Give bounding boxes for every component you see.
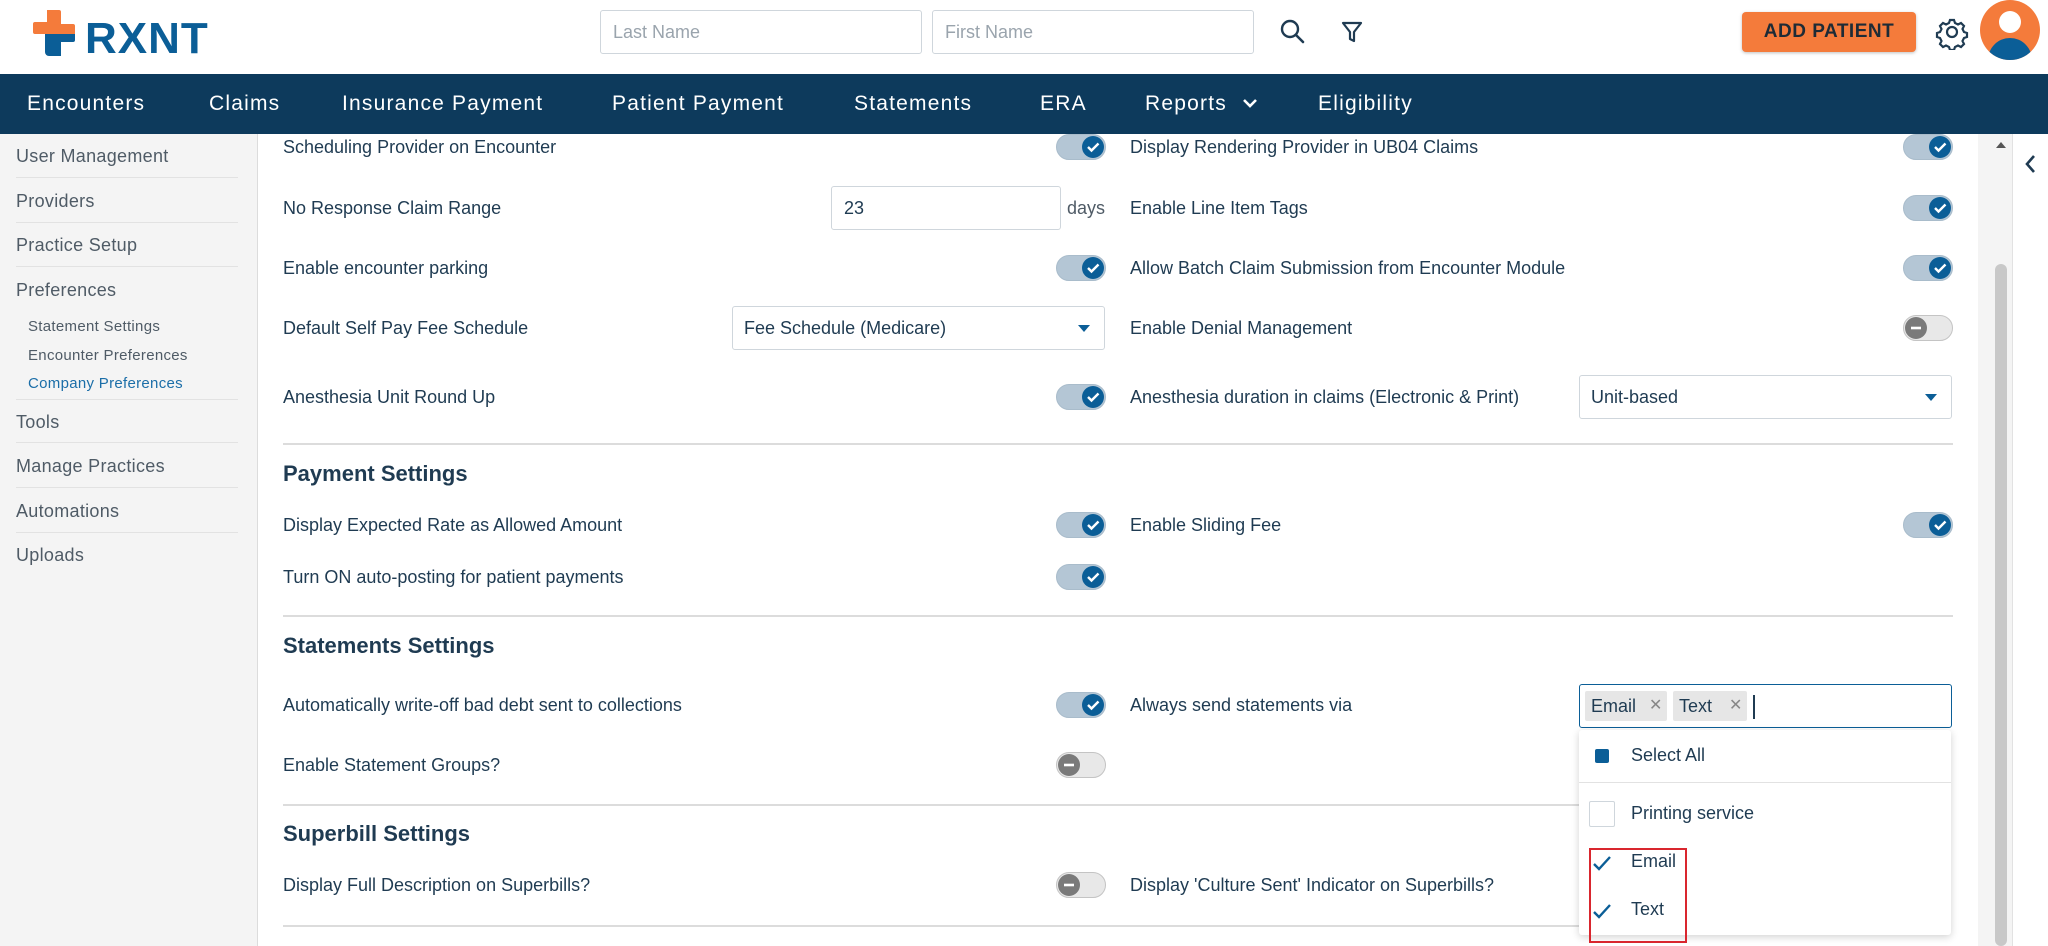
display-rendering-provider-toggle[interactable]	[1903, 134, 1953, 160]
nav-insurance-payment[interactable]: Insurance Payment	[342, 92, 544, 115]
culture-sent-label: Display 'Culture Sent' Indicator on Superbills?	[1130, 875, 1495, 895]
display-expected-rate-label: Display Expected Rate as Allowed Amount	[283, 515, 623, 535]
sidebar-item-manage-practices[interactable]: Manage Practices	[16, 444, 238, 488]
default-self-pay-fee-schedule-label: Default Self Pay Fee Schedule	[283, 318, 529, 338]
checkbox-partial	[1589, 743, 1615, 769]
check-icon	[1082, 566, 1104, 588]
user-avatar[interactable]	[1980, 0, 2040, 60]
section-divider	[283, 925, 1603, 927]
sidebar-item-uploads[interactable]: Uploads	[16, 545, 85, 565]
check-icon	[1082, 257, 1104, 279]
tag-text-label: Text	[1679, 696, 1713, 716]
minus-icon	[1905, 317, 1927, 339]
dropdown-separator	[1579, 782, 1951, 783]
nav-eligibility[interactable]: Eligibility	[1318, 92, 1413, 115]
check-icon	[1929, 197, 1951, 219]
minus-icon	[1058, 754, 1080, 776]
display-rendering-provider-label: Display Rendering Provider in UB04 Claims	[1130, 137, 1479, 157]
top-header	[0, 0, 2048, 74]
sidebar-item-providers[interactable]: Providers	[16, 179, 238, 223]
option-label: Printing service	[1631, 803, 1755, 823]
gear-icon[interactable]	[1934, 14, 1970, 50]
search-icon[interactable]	[1275, 14, 1311, 50]
sidebar-item-user-management[interactable]: User Management	[16, 134, 238, 178]
sidebar-sub-company-preferences[interactable]: Company Preferences	[28, 375, 183, 392]
anesthesia-unit-round-up-label: Anesthesia Unit Round Up	[283, 387, 496, 407]
send-via-tags-input[interactable]	[1579, 684, 1952, 728]
section-divider	[283, 615, 1953, 617]
sidebar-item-tools[interactable]: Tools	[16, 399, 238, 443]
no-response-claim-range-label: No Response Claim Range	[283, 198, 502, 218]
chevron-left-icon[interactable]	[2023, 154, 2037, 174]
anesthesia-duration-value: Unit-based	[1591, 387, 1679, 407]
auto-write-off-label: Automatically write-off bad debt sent to collections	[283, 695, 682, 715]
statements-settings-title: Statements Settings	[283, 633, 495, 658]
chevron-down-icon	[1242, 98, 1258, 110]
nav-reports-label: Reports	[1145, 92, 1227, 115]
user-avatar-icon	[1980, 0, 2040, 60]
nav-era[interactable]: ERA	[1040, 92, 1087, 115]
nav-reports[interactable]	[1145, 74, 1258, 134]
scheduling-provider-toggle[interactable]	[1056, 134, 1106, 160]
tag-email-label: Email	[1591, 696, 1637, 716]
remove-tag-icon[interactable]: ✕	[1649, 697, 1663, 714]
superbill-settings-title: Superbill Settings	[283, 821, 471, 846]
check-icon	[1082, 514, 1104, 536]
nav-statements[interactable]: Statements	[854, 92, 973, 115]
scroll-thumb[interactable]	[1995, 264, 2007, 946]
check-icon	[1929, 136, 1951, 158]
tag-email	[1585, 691, 1667, 721]
highlight-annotation	[1589, 848, 1687, 943]
allow-batch-claim-label: Allow Batch Claim Submission from Encounter Module	[1130, 258, 1566, 278]
sidebar-item-preferences[interactable]: Preferences	[16, 280, 117, 300]
enable-encounter-parking-toggle[interactable]	[1056, 255, 1106, 281]
sidebar	[0, 134, 258, 946]
dropdown-option-printing-service[interactable]	[1579, 788, 1951, 840]
rxnt-logo[interactable]	[29, 8, 209, 63]
main-nav	[0, 74, 2048, 134]
fee-schedule-select[interactable]	[732, 306, 1105, 350]
check-icon	[1082, 694, 1104, 716]
payment-settings-title: Payment Settings	[283, 461, 468, 486]
caret-down-icon	[1925, 394, 1937, 401]
display-full-description-label: Display Full Description on Superbills?	[283, 875, 591, 895]
filter-icon[interactable]	[1334, 14, 1370, 50]
main-scrollbar[interactable]	[1990, 134, 2012, 946]
always-send-via-label: Always send statements via	[1130, 695, 1353, 715]
enable-statement-groups-toggle[interactable]	[1056, 752, 1106, 778]
enable-encounter-parking-label: Enable encounter parking	[283, 258, 489, 278]
caret-down-icon	[1078, 325, 1090, 332]
display-full-description-toggle[interactable]	[1056, 872, 1106, 898]
sidebar-item-automations[interactable]: Automations	[16, 489, 238, 533]
section-divider	[283, 804, 1603, 806]
anesthesia-duration-label: Anesthesia duration in claims (Electronic & Print)	[1130, 387, 1520, 407]
add-patient-button[interactable]: ADD PATIENT	[1742, 12, 1916, 52]
enable-statement-groups-label: Enable Statement Groups?	[283, 755, 501, 775]
logo-text: RXNT	[85, 14, 209, 63]
enable-sliding-fee-toggle[interactable]	[1903, 512, 1953, 538]
first-name-input[interactable]	[932, 10, 1254, 54]
minus-icon	[1058, 874, 1080, 896]
sidebar-sub-encounter-preferences[interactable]: Encounter Preferences	[28, 347, 188, 364]
right-rail	[2012, 134, 2048, 946]
allow-batch-claim-toggle[interactable]	[1903, 255, 1953, 281]
partial-check-icon	[1589, 743, 1615, 769]
preferences-panel	[258, 134, 1978, 946]
auto-posting-label: Turn ON auto-posting for patient payments	[283, 567, 624, 587]
enable-sliding-fee-label: Enable Sliding Fee	[1130, 515, 1282, 535]
check-icon	[1929, 257, 1951, 279]
option-label: Text	[1631, 899, 1665, 919]
last-name-input[interactable]	[600, 10, 922, 54]
section-divider	[283, 443, 1953, 445]
scheduling-provider-label: Scheduling Provider on Encounter	[283, 137, 557, 157]
scroll-up-icon[interactable]	[1995, 140, 2007, 150]
enable-denial-management-label: Enable Denial Management	[1130, 318, 1353, 338]
text-cursor	[1753, 695, 1755, 719]
dropdown-select-all[interactable]	[1579, 730, 1951, 782]
option-label: Email	[1631, 851, 1677, 871]
sidebar-item-practice-setup[interactable]: Practice Setup	[16, 223, 238, 267]
sidebar-sub-statement-settings[interactable]: Statement Settings	[28, 318, 161, 335]
no-response-claim-range-input[interactable]	[831, 186, 1061, 230]
checkbox-unchecked	[1589, 801, 1615, 827]
nav-patient-payment[interactable]: Patient Payment	[612, 92, 785, 115]
rxnt-cross-icon	[29, 8, 81, 58]
days-unit-label: days	[1067, 198, 1106, 218]
select-all-label: Select All	[1631, 745, 1706, 765]
auto-write-off-toggle[interactable]	[1056, 692, 1106, 718]
enable-line-item-tags-toggle[interactable]	[1903, 195, 1953, 221]
enable-denial-management-toggle[interactable]	[1903, 315, 1953, 341]
anesthesia-unit-round-up-toggle[interactable]	[1056, 384, 1106, 410]
check-icon	[1082, 386, 1104, 408]
nav-claims[interactable]: Claims	[209, 92, 281, 115]
fee-schedule-value: Fee Schedule (Medicare)	[744, 318, 947, 338]
enable-line-item-tags-label: Enable Line Item Tags	[1130, 198, 1308, 218]
nav-encounters[interactable]: Encounters	[27, 92, 146, 115]
display-expected-rate-toggle[interactable]	[1056, 512, 1106, 538]
tag-text	[1673, 691, 1747, 721]
check-icon	[1929, 514, 1951, 536]
auto-posting-toggle[interactable]	[1056, 564, 1106, 590]
check-icon	[1082, 136, 1104, 158]
remove-tag-icon[interactable]: ✕	[1729, 697, 1743, 714]
anesthesia-duration-select[interactable]	[1579, 375, 1952, 419]
